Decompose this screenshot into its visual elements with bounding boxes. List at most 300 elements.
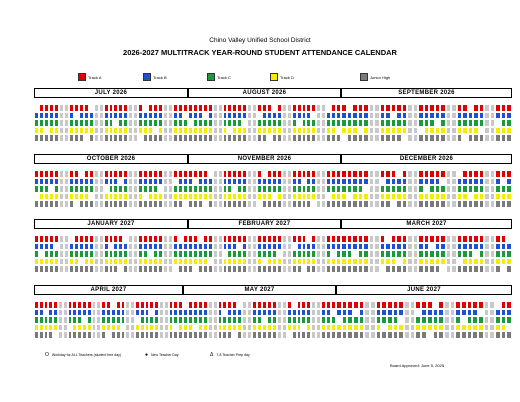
column-divider [203, 229, 204, 273]
column-divider [501, 229, 502, 273]
column-divider [484, 164, 485, 208]
column-divider [287, 98, 288, 142]
column-divider [292, 164, 293, 208]
column-divider [64, 229, 65, 273]
column-divider [472, 295, 473, 339]
column-divider [336, 164, 337, 208]
column-divider [451, 164, 452, 208]
column-divider [213, 98, 214, 142]
circle-icon: O [45, 352, 49, 358]
column-divider [242, 98, 243, 142]
column-divider [138, 229, 139, 273]
column-divider [44, 164, 45, 208]
column-divider [64, 164, 65, 208]
column-divider [306, 229, 307, 273]
column-divider [277, 295, 278, 339]
column-divider [473, 164, 474, 208]
column-divider [72, 295, 73, 339]
column-divider [484, 98, 485, 142]
column-divider [247, 295, 248, 339]
column-divider [237, 295, 238, 339]
column-divider [218, 229, 219, 273]
column-divider [113, 229, 114, 273]
column-divider [193, 295, 194, 339]
column-divider [39, 164, 40, 208]
column-divider [123, 229, 124, 273]
column-divider [257, 164, 258, 208]
month-block [341, 219, 512, 279]
column-divider [39, 295, 40, 339]
column-divider [282, 164, 283, 208]
column-divider [429, 98, 430, 142]
legend-track-d [270, 73, 294, 81]
month-header [341, 154, 512, 164]
column-divider [168, 229, 169, 273]
column-divider [59, 229, 60, 273]
column-divider [123, 98, 124, 142]
column-divider [89, 164, 90, 208]
month-title: MARCH 2027 [406, 221, 447, 227]
month-header [34, 154, 188, 164]
column-divider [153, 98, 154, 142]
column-divider [69, 229, 70, 273]
column-divider [336, 295, 337, 339]
column-divider [446, 164, 447, 208]
column-divider [133, 164, 134, 208]
column-divider [158, 229, 159, 273]
column-divider [252, 229, 253, 273]
month-block [341, 154, 512, 214]
column-divider [421, 295, 422, 339]
column-divider [336, 229, 337, 273]
column-divider [94, 98, 95, 142]
column-divider [178, 295, 179, 339]
column-divider [39, 98, 40, 142]
column-divider [148, 98, 149, 142]
column-divider [213, 164, 214, 208]
column-divider [252, 295, 253, 339]
column-divider [232, 295, 233, 339]
track-a-swatch [78, 73, 86, 81]
column-divider [84, 164, 85, 208]
column-divider [99, 164, 100, 208]
district-name: Chino Valley Unified School District [209, 37, 311, 44]
column-divider [198, 295, 199, 339]
column-divider [232, 229, 233, 273]
column-divider [173, 98, 174, 142]
column-divider [208, 164, 209, 208]
column-divider [440, 98, 441, 142]
column-divider [74, 164, 75, 208]
column-divider [277, 164, 278, 208]
column-divider [358, 229, 359, 273]
column-divider [292, 229, 293, 273]
column-divider [133, 229, 134, 273]
column-divider [429, 164, 430, 208]
column-divider [164, 295, 165, 339]
column-divider [218, 98, 219, 142]
column-divider [489, 295, 490, 339]
column-divider [297, 164, 298, 208]
column-divider [364, 295, 365, 339]
column-divider [380, 164, 381, 208]
column-divider [385, 164, 386, 208]
column-divider [104, 164, 105, 208]
month-header [183, 285, 336, 295]
column-divider [306, 164, 307, 208]
column-divider [331, 295, 332, 339]
column-divider [490, 164, 491, 208]
month-title: DECEMBER 2026 [399, 156, 454, 162]
column-divider [121, 295, 122, 339]
footer-label: New Teacher Day [151, 353, 179, 357]
month-block [188, 219, 341, 279]
column-divider [352, 164, 353, 208]
column-divider [461, 295, 462, 339]
column-divider [101, 295, 102, 339]
column-divider [227, 229, 228, 273]
column-divider [232, 98, 233, 142]
column-divider [292, 98, 293, 142]
footer-legend-workday [45, 352, 121, 358]
column-divider [188, 229, 189, 273]
month-block [34, 219, 188, 279]
column-divider [506, 229, 507, 273]
month-block [188, 88, 341, 148]
column-divider [84, 98, 85, 142]
column-divider [257, 98, 258, 142]
column-divider [404, 295, 405, 339]
column-divider [188, 98, 189, 142]
legend-track-b [143, 73, 167, 81]
month-block [34, 88, 188, 148]
column-divider [104, 229, 105, 273]
column-divider [490, 229, 491, 273]
column-divider [128, 98, 129, 142]
month-header [188, 154, 341, 164]
column-divider [282, 295, 283, 339]
column-divider [44, 295, 45, 339]
column-divider [455, 295, 456, 339]
column-divider [267, 98, 268, 142]
column-divider [247, 229, 248, 273]
column-divider [183, 295, 184, 339]
column-divider [242, 229, 243, 273]
column-divider [369, 98, 370, 142]
column-divider [331, 229, 332, 273]
column-divider [44, 98, 45, 142]
column-divider [94, 229, 95, 273]
column-divider [109, 98, 110, 142]
column-divider [402, 164, 403, 208]
column-divider [77, 295, 78, 339]
column-divider [173, 164, 174, 208]
column-divider [413, 164, 414, 208]
column-divider [227, 164, 228, 208]
column-divider [92, 295, 93, 339]
column-divider [58, 295, 59, 339]
column-divider [140, 295, 141, 339]
column-divider [203, 295, 204, 339]
column-divider [424, 164, 425, 208]
column-divider [495, 295, 496, 339]
column-divider [387, 295, 388, 339]
column-divider [252, 98, 253, 142]
column-divider [468, 164, 469, 208]
column-divider [148, 164, 149, 208]
column-divider [385, 98, 386, 142]
column-divider [183, 229, 184, 273]
column-divider [89, 98, 90, 142]
column-divider [158, 98, 159, 142]
column-divider [149, 295, 150, 339]
column-divider [123, 164, 124, 208]
column-divider [369, 164, 370, 208]
column-divider [440, 164, 441, 208]
month-header [188, 88, 341, 98]
column-divider [128, 229, 129, 273]
footer-label: 7-8 Teacher Prep day [216, 353, 250, 357]
column-divider [130, 295, 131, 339]
column-divider [376, 295, 377, 339]
column-divider [374, 98, 375, 142]
column-divider [450, 295, 451, 339]
column-divider [242, 295, 243, 339]
column-divider [218, 164, 219, 208]
column-divider [118, 164, 119, 208]
column-divider [391, 229, 392, 273]
column-divider [193, 98, 194, 142]
column-divider [145, 295, 146, 339]
column-divider [89, 229, 90, 273]
column-divider [374, 164, 375, 208]
junior-high-swatch [360, 73, 368, 81]
legend-junior-high [360, 73, 390, 81]
column-divider [341, 164, 342, 208]
column-divider [501, 98, 502, 142]
column-divider [34, 295, 35, 339]
column-divider [218, 295, 219, 339]
column-divider [135, 295, 136, 339]
column-divider [193, 164, 194, 208]
column-divider [410, 295, 411, 339]
column-divider [506, 164, 507, 208]
column-divider [99, 98, 100, 142]
column-divider [163, 98, 164, 142]
column-divider [222, 295, 223, 339]
track-b-swatch [143, 73, 151, 81]
column-divider [109, 164, 110, 208]
column-divider [287, 164, 288, 208]
column-divider [59, 98, 60, 142]
column-divider [490, 98, 491, 142]
column-divider [402, 98, 403, 142]
column-divider [188, 164, 189, 208]
column-divider [163, 164, 164, 208]
column-divider [347, 164, 348, 208]
column-divider [457, 164, 458, 208]
column-divider [495, 164, 496, 208]
column-divider [297, 98, 298, 142]
month-block [34, 154, 188, 214]
column-divider [495, 98, 496, 142]
column-divider [59, 164, 60, 208]
column-divider [358, 164, 359, 208]
column-divider [369, 229, 370, 273]
column-divider [495, 229, 496, 273]
column-divider [198, 164, 199, 208]
column-divider [311, 295, 312, 339]
column-divider [435, 164, 436, 208]
month-header [336, 285, 512, 295]
column-divider [143, 164, 144, 208]
column-divider [34, 164, 35, 208]
legend-label: Track C [217, 74, 231, 80]
column-divider [321, 164, 322, 208]
column-divider [272, 295, 273, 339]
column-divider [106, 295, 107, 339]
column-divider [168, 98, 169, 142]
column-divider [473, 229, 474, 273]
footer-legend-new-teacher [145, 352, 179, 358]
column-divider [159, 295, 160, 339]
column-divider [111, 295, 112, 339]
column-divider [287, 295, 288, 339]
column-divider [424, 98, 425, 142]
approval-date: Board Approved: June 5, 2025 [390, 363, 445, 368]
column-divider [326, 164, 327, 208]
column-divider [467, 295, 468, 339]
column-divider [282, 229, 283, 273]
track-legend [0, 73, 520, 83]
column-divider [302, 98, 303, 142]
legend-track-c [207, 73, 231, 81]
column-divider [407, 229, 408, 273]
column-divider [118, 229, 119, 273]
column-divider [282, 98, 283, 142]
column-divider [347, 295, 348, 339]
column-divider [506, 98, 507, 142]
column-divider [413, 229, 414, 273]
column-divider [188, 295, 189, 339]
column-divider [321, 229, 322, 273]
legend-label: Track A [88, 74, 102, 80]
column-divider [506, 295, 507, 339]
month-title: MAY 2027 [244, 287, 275, 293]
column-divider [402, 229, 403, 273]
column-divider [297, 295, 298, 339]
column-divider [363, 164, 364, 208]
column-divider [358, 98, 359, 142]
column-divider [407, 98, 408, 142]
column-divider [34, 229, 35, 273]
column-divider [53, 295, 54, 339]
column-divider [63, 295, 64, 339]
column-divider [247, 98, 248, 142]
column-divider [342, 295, 343, 339]
column-divider [116, 295, 117, 339]
month-header [341, 219, 512, 229]
column-divider [213, 295, 214, 339]
column-divider [262, 229, 263, 273]
column-divider [331, 98, 332, 142]
month-header [34, 285, 183, 295]
column-divider [297, 229, 298, 273]
column-divider [385, 229, 386, 273]
column-divider [54, 229, 55, 273]
column-divider [418, 98, 419, 142]
column-divider [143, 229, 144, 273]
column-divider [163, 229, 164, 273]
column-divider [183, 164, 184, 208]
column-divider [247, 164, 248, 208]
column-divider [370, 295, 371, 339]
column-divider [79, 98, 80, 142]
column-divider [433, 295, 434, 339]
column-divider [316, 164, 317, 208]
column-divider [223, 229, 224, 273]
column-divider [352, 229, 353, 273]
column-divider [311, 229, 312, 273]
column-divider [326, 295, 327, 339]
column-divider [306, 295, 307, 339]
column-divider [301, 295, 302, 339]
column-divider [451, 98, 452, 142]
column-divider [396, 229, 397, 273]
column-divider [429, 229, 430, 273]
column-divider [208, 229, 209, 273]
column-divider [267, 229, 268, 273]
track-d-swatch [270, 73, 278, 81]
column-divider [104, 98, 105, 142]
column-divider [341, 98, 342, 142]
legend-track-a [78, 73, 101, 81]
column-divider [380, 98, 381, 142]
column-divider [213, 229, 214, 273]
footer-legend-prep [210, 352, 250, 358]
column-divider [178, 164, 179, 208]
column-divider [347, 98, 348, 142]
month-title: SEPTEMBER 2026 [398, 90, 455, 96]
column-divider [331, 164, 332, 208]
column-divider [479, 164, 480, 208]
column-divider [82, 295, 83, 339]
column-divider [457, 98, 458, 142]
column-divider [69, 164, 70, 208]
column-divider [203, 98, 204, 142]
column-divider [438, 295, 439, 339]
column-divider [316, 98, 317, 142]
legend-label: Junior High [370, 74, 391, 80]
column-divider [133, 98, 134, 142]
legend-label: Track B [153, 74, 167, 80]
column-divider [148, 229, 149, 273]
column-divider [484, 295, 485, 339]
column-divider [347, 229, 348, 273]
column-divider [306, 98, 307, 142]
column-divider [203, 164, 204, 208]
column-divider [79, 164, 80, 208]
column-divider [427, 295, 428, 339]
month-block [188, 154, 341, 214]
column-divider [94, 164, 95, 208]
column-divider [227, 295, 228, 339]
column-divider [277, 98, 278, 142]
column-divider [208, 98, 209, 142]
column-divider [359, 295, 360, 339]
column-divider [363, 229, 364, 273]
column-divider [391, 164, 392, 208]
